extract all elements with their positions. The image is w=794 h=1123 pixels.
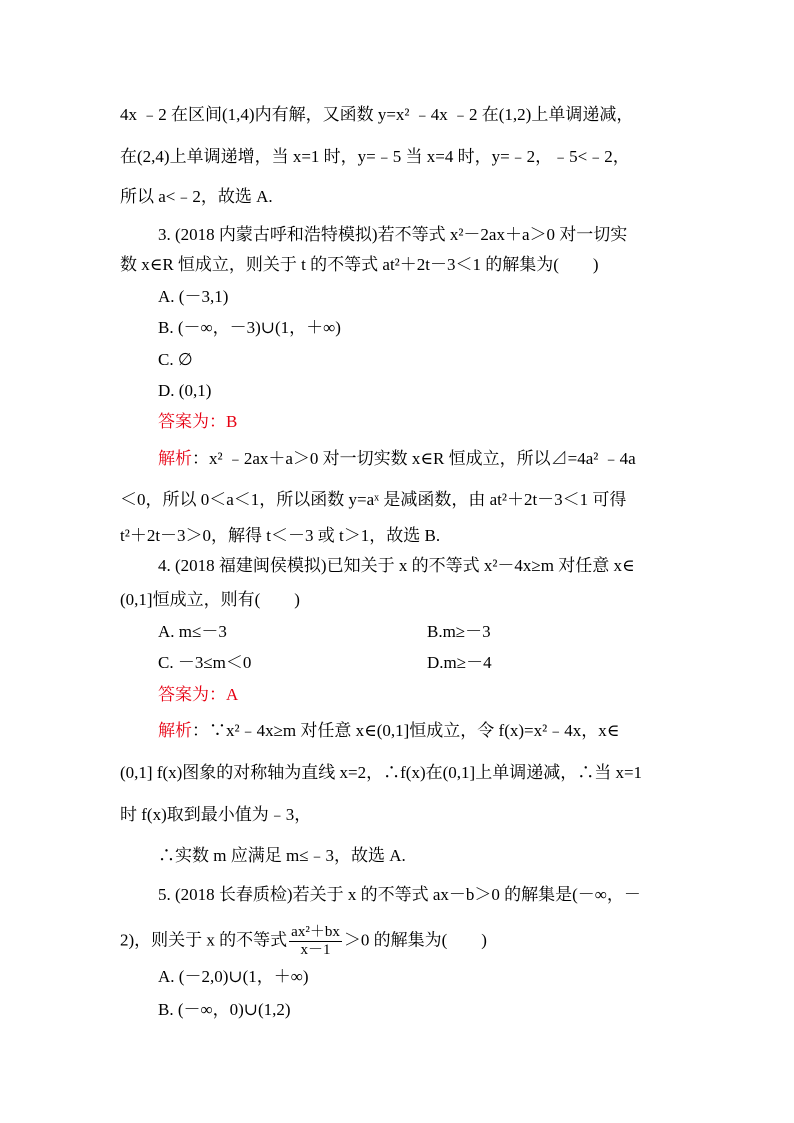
q4-analysis-line-2: (0,1] f(x)图象的对称轴为直线 x=2，∴f(x)在(0,1]上单调递减，∴当 x=1 xyxy=(120,763,643,782)
q5-stem-line-1: 5. (2018 长春质检)若关于 x 的不等式 ax－b＞0 的解集是(－∞，－ xyxy=(158,885,641,904)
fraction xyxy=(289,924,342,959)
q3-stem-line-2: 数 x∈R 恒成立，则关于 t 的不等式 at²＋2t－3＜1 的解集为( ) xyxy=(120,255,599,274)
q3-option-b: B. (－∞，－3)∪(1，＋∞) xyxy=(158,318,341,337)
fraction-numerator: ax²＋bx xyxy=(291,924,340,940)
q5-option-b: B. (－∞，0)∪(1,2) xyxy=(158,1000,291,1019)
q3-option-c: C. ∅ xyxy=(158,350,193,369)
q4-stem-line-1: 4. (2018 福建闽侯模拟)已知关于 x 的不等式 x²－4x≥m 对任意 x∈ xyxy=(158,556,635,575)
q3-answer xyxy=(158,411,237,433)
q4-option-b: B.m≥－3 xyxy=(427,622,491,641)
q5-option-a: A. (－2,0)∪(1，＋∞) xyxy=(158,967,309,986)
analysis-label: 解析 xyxy=(158,449,192,468)
q4-analysis-line-1 xyxy=(158,720,619,742)
fraction-denominator: x－1 xyxy=(300,942,331,958)
q2-analysis-line-2: 在(2,4)上单调递增，当 x=1 时，y=﹣5 当 x=4 时，y=﹣2，﹣5<﹣2， xyxy=(120,147,630,166)
q4-option-d: D.m≥－4 xyxy=(427,653,492,672)
stem-text-after: ＞0 的解集为( ) xyxy=(343,930,487,950)
stem-text-before: 2)，则关于 x 的不等式 xyxy=(120,930,288,950)
analysis-text: ：∵x²﹣4x≥m 对任意 x∈(0,1]恒成立，令 f(x)=x²﹣4x，x∈ xyxy=(192,721,620,740)
q3-option-d: D. (0,1) xyxy=(158,381,212,400)
q5-stem-line-2 xyxy=(120,924,487,959)
answer-label: 答案为： xyxy=(158,412,226,431)
analysis-text: ：x² ﹣2ax＋a＞0 对一切实数 x∈R 恒成立，所以⊿=4a² ﹣4a xyxy=(192,449,636,468)
q4-analysis-line-4: ∴实数 m 应满足 m≤﹣3，故选 A. xyxy=(158,846,406,865)
q2-analysis-line-3: 所以 a<﹣2，故选 A. xyxy=(120,187,273,206)
q4-option-a: A. m≤－3 xyxy=(158,622,227,641)
q3-stem-line-1: 3. (2018 内蒙古呼和浩特模拟)若不等式 x²－2ax＋a＞0 对一切实 xyxy=(158,225,628,244)
q2-analysis-line-1: 4x ﹣2 在区间(1,4)内有解，又函数 y=x² ﹣4x ﹣2 在(1,2)上单调递减， xyxy=(120,105,634,124)
answer-label: 答案为： xyxy=(158,685,226,704)
q3-analysis-line-2: ＜0，所以 0＜a＜1，所以函数 y=aˣ 是减函数，由 at²＋2t－3＜1 可得 xyxy=(120,490,627,509)
q4-answer xyxy=(158,684,238,706)
q3-option-a: A. (－3,1) xyxy=(158,287,229,306)
q4-analysis-line-3: 时 f(x)取到最小值为﹣3， xyxy=(120,805,312,824)
q4-option-c: C. －3≤m＜0 xyxy=(158,653,252,672)
q3-analysis-line-1 xyxy=(158,448,636,470)
answer-value: A xyxy=(226,685,239,704)
q3-analysis-line-3: t²＋2t－3＞0，解得 t＜－3 或 t＞1，故选 B. xyxy=(120,526,441,545)
q4-stem-line-2: (0,1]恒成立，则有( ) xyxy=(120,590,300,609)
analysis-label: 解析 xyxy=(158,721,192,740)
answer-value: B xyxy=(226,412,238,431)
